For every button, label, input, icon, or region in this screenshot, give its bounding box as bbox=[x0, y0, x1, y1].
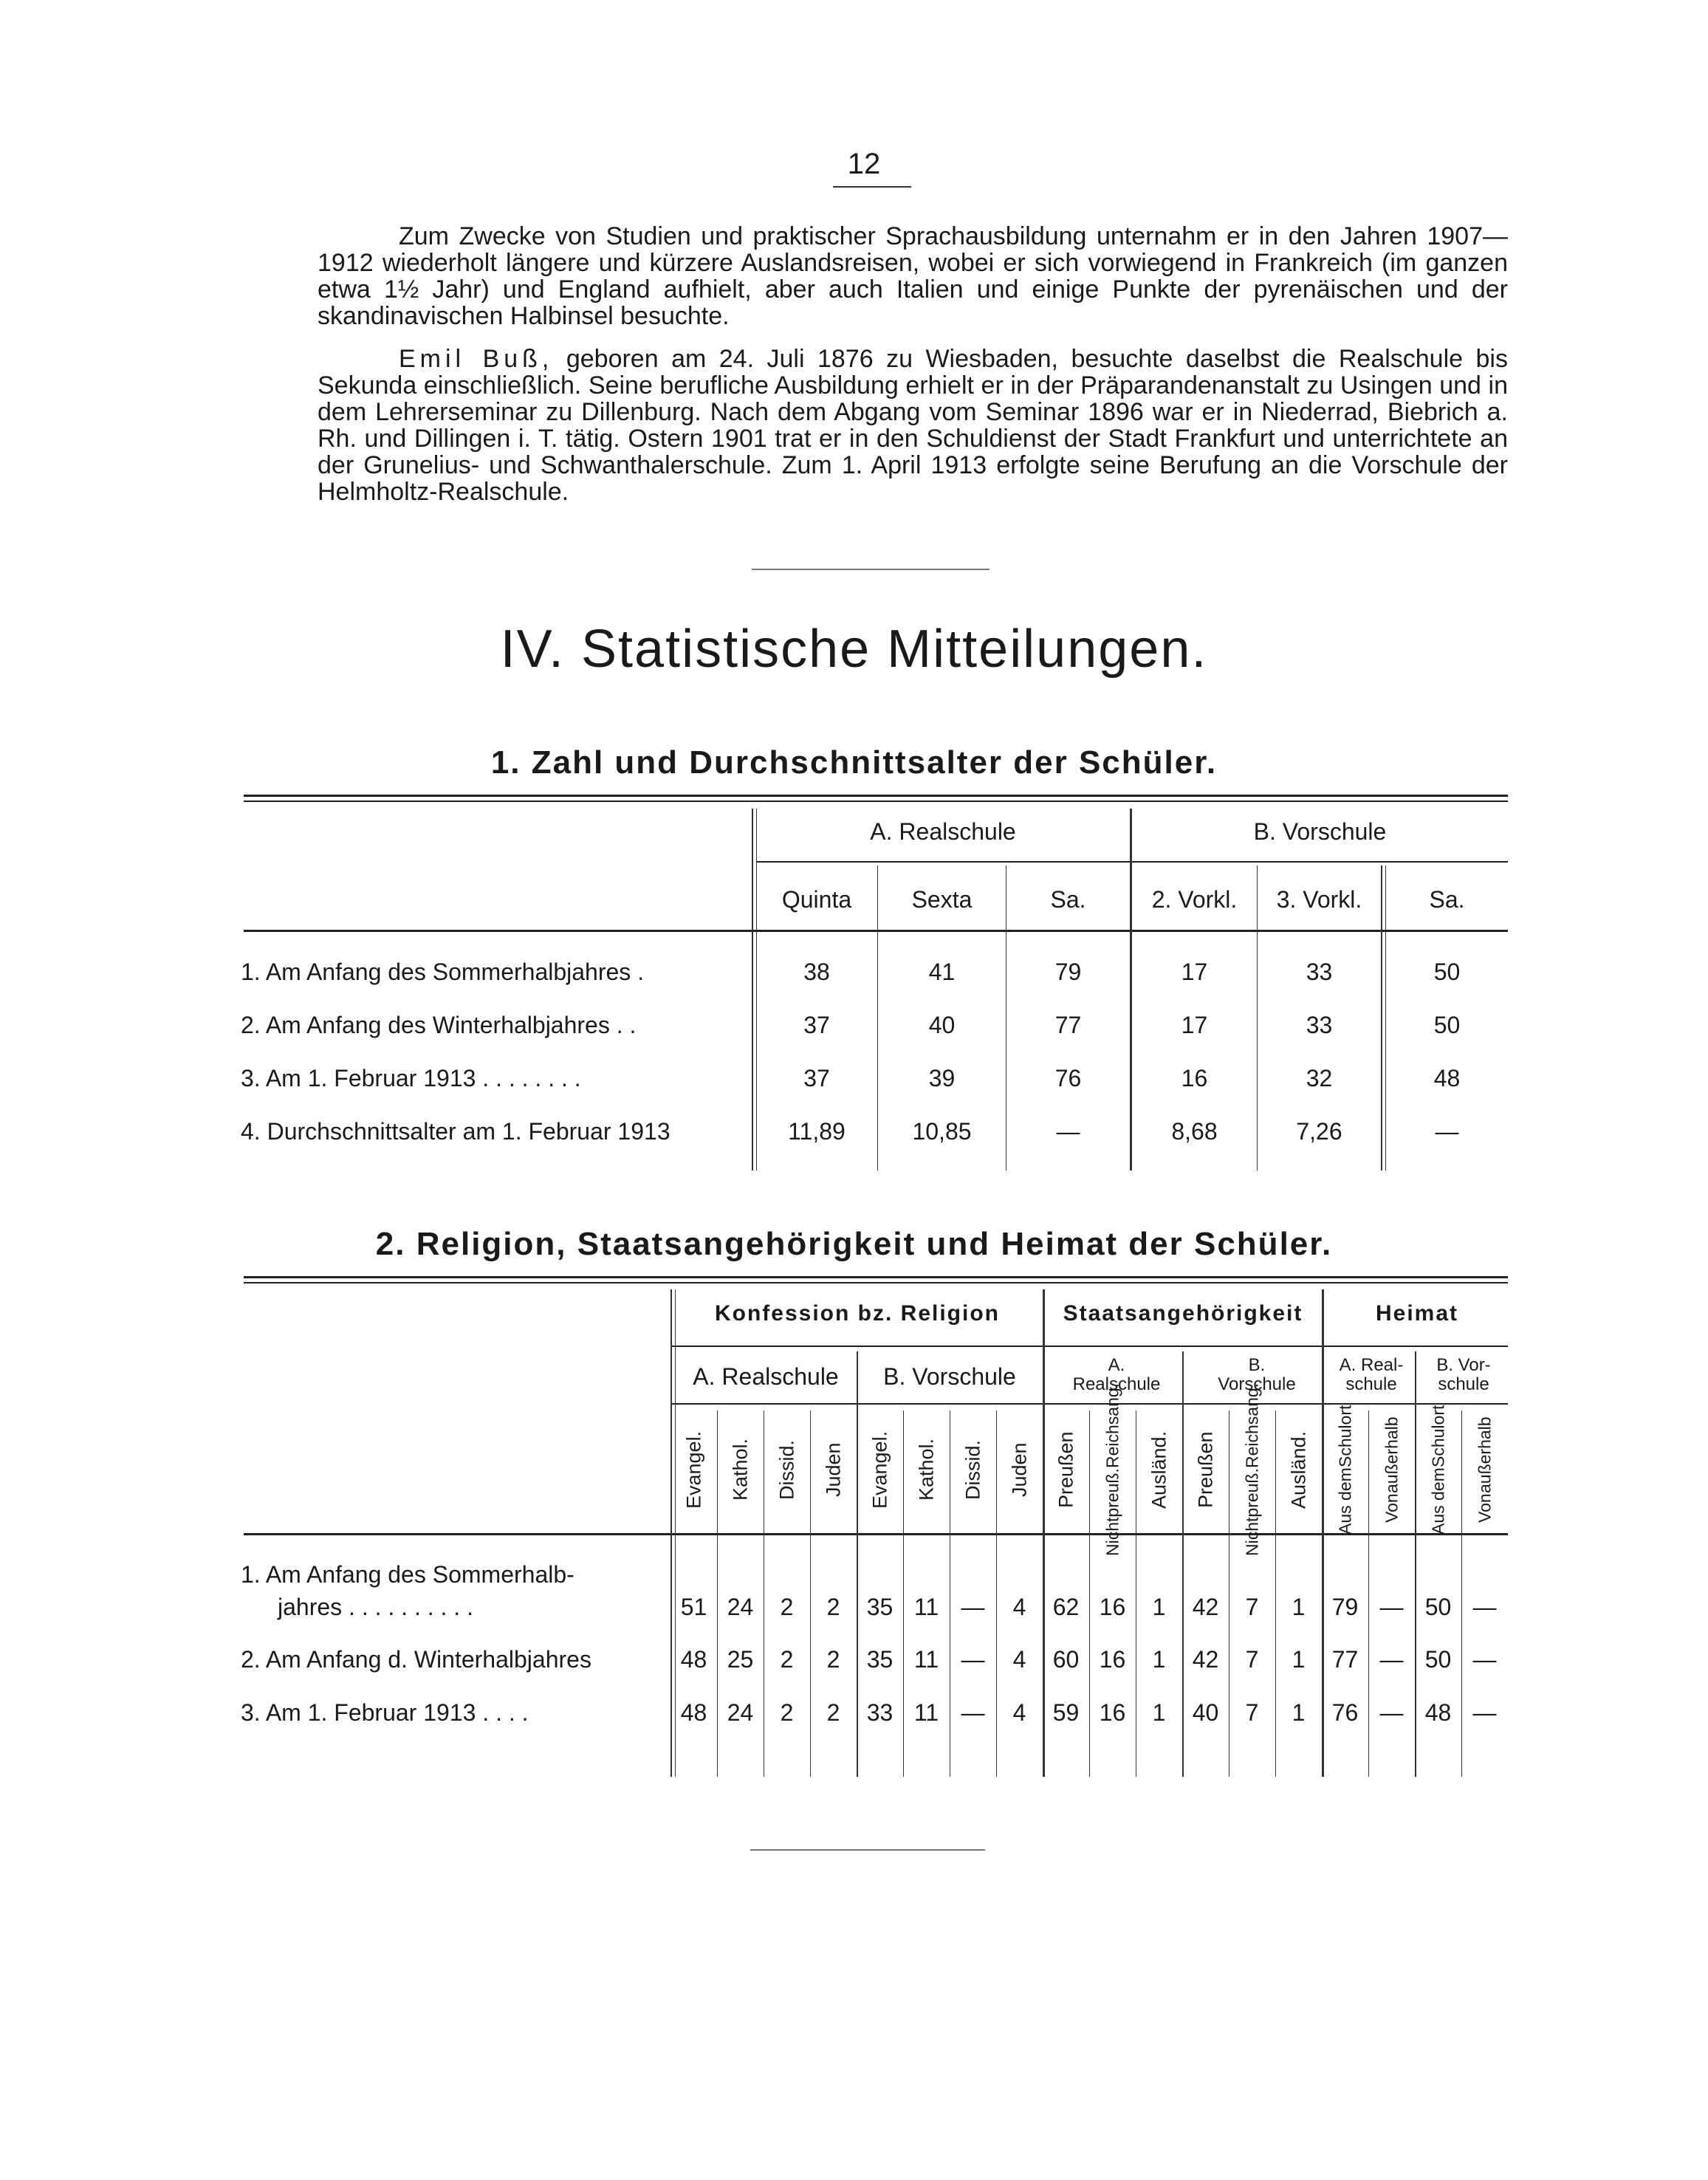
table2-col-header-line: Reichsang. bbox=[1242, 1383, 1262, 1469]
table1-row-label: 3. Am 1. Februar 1913 . . . . . . . . bbox=[241, 1065, 581, 1091]
table1-cell: 48 bbox=[1433, 1065, 1461, 1091]
table1-cell: 40 bbox=[928, 1012, 956, 1038]
table2-cell: 1 bbox=[1292, 1594, 1306, 1620]
table1-group-vorschule: B. Vorschule bbox=[1253, 818, 1387, 845]
table2-group-konfession: Konfession bz. Religion bbox=[714, 1301, 1000, 1326]
table2-group-heimat: Heimat bbox=[1375, 1301, 1459, 1326]
table2-cell: 1 bbox=[1292, 1699, 1306, 1726]
table2-col-header-line: Juden bbox=[822, 1442, 845, 1497]
table2-cell: 16 bbox=[1099, 1646, 1126, 1673]
table2-col-header bbox=[1275, 1411, 1322, 1529]
table2-cell: 35 bbox=[866, 1646, 894, 1673]
table2-heimat-realschule-line2: schule bbox=[1345, 1374, 1397, 1394]
table2-cell: — bbox=[961, 1699, 985, 1726]
table2-cell: 2 bbox=[826, 1594, 840, 1620]
table2-col-header-line: Von bbox=[1475, 1492, 1495, 1523]
table2-cell: 42 bbox=[1192, 1594, 1219, 1620]
table2-cell: 79 bbox=[1331, 1594, 1359, 1620]
table2-cell: 62 bbox=[1052, 1594, 1080, 1620]
page-number: 12 bbox=[847, 148, 881, 180]
table2-cell: 7 bbox=[1245, 1594, 1259, 1620]
table2-col-header-line: Ausländ. bbox=[1287, 1430, 1310, 1509]
table2-cell: 2 bbox=[826, 1699, 840, 1726]
table1-group-realschule: A. Realschule bbox=[870, 818, 1016, 845]
table2-cell: 11 bbox=[913, 1594, 939, 1620]
table1-cell: 79 bbox=[1054, 959, 1082, 985]
table2-row-label: 1. Am Anfang des Sommerhalb- bbox=[241, 1561, 575, 1588]
table2-cell: 16 bbox=[1099, 1699, 1126, 1726]
table2-col-header-line: Preußen bbox=[1054, 1431, 1077, 1508]
table2-cell: 51 bbox=[680, 1594, 707, 1620]
table2-row-label: 3. Am 1. Februar 1913 . . . . bbox=[241, 1699, 529, 1726]
table2-col-header bbox=[1182, 1411, 1229, 1529]
table2-col-header bbox=[996, 1411, 1043, 1529]
table2-konf-realschule: A. Realschule bbox=[693, 1363, 839, 1390]
section-title: IV. Statistische Mitteilungen. bbox=[500, 620, 1208, 679]
table2-col-header-line: Von bbox=[1382, 1492, 1402, 1523]
table1-col-sa-b: Sa. bbox=[1429, 886, 1465, 913]
table2-col-header bbox=[1322, 1405, 1368, 1535]
table2-col-header bbox=[1136, 1411, 1182, 1529]
table2-col-header-line: Kathol. bbox=[729, 1438, 752, 1501]
table2-cell: 1 bbox=[1152, 1699, 1166, 1726]
table1-cell: 33 bbox=[1306, 1012, 1333, 1038]
table2-col-header-line: außerhalb bbox=[1382, 1416, 1402, 1493]
table2-col-header-line: Nichtpreuß. bbox=[1102, 1468, 1122, 1556]
table2-heimat-vorschule-line1: B. Vor- bbox=[1436, 1355, 1491, 1375]
table1-cell: — bbox=[1056, 1118, 1080, 1145]
table2-cell: 2 bbox=[780, 1594, 794, 1620]
table2-group-staatsangehoerigkeit: Staatsangehörigkeit bbox=[1063, 1301, 1303, 1326]
table1-cell: 11,89 bbox=[788, 1118, 846, 1145]
table1-cell: 32 bbox=[1306, 1065, 1333, 1091]
table2-col-header bbox=[717, 1411, 764, 1529]
paragraph-emil-buss-text: geboren am 24. Juli 1876 zu Wiesbaden, besuchte daselbst die Realschule bis Sekunda einschließlich. Seine berufliche Ausbildung erhielt er in der Präparandenanstalt zu Usingen und in dem Lehrerseminar zu Dillenburg. Nach dem Abgang vom Seminar 1896 war er in Niederrad, Biebrich a. Rh. und Dillingen i. T. tätig. Ostern 1901 trat er in den Schuldienst der Stadt Frankfurt und unterrichtete an der Grunelius- und Schwanthalerschule. Zum 1. April 1913 erfolgte seine Berufung an die Vorschule der Helmholtz-Realschule. bbox=[318, 345, 1508, 506]
table1-cell: 33 bbox=[1306, 959, 1333, 985]
table2-cell: 35 bbox=[866, 1594, 894, 1620]
table2-col-header bbox=[1229, 1383, 1275, 1556]
table2-row-label-cont: jahres . . . . . . . . . . bbox=[278, 1594, 473, 1620]
table2-cell: 48 bbox=[1424, 1699, 1452, 1726]
table2-cell: 48 bbox=[680, 1646, 707, 1673]
table2-col-header bbox=[857, 1411, 903, 1529]
table2-cell: 11 bbox=[913, 1699, 939, 1726]
table2-col-header-line: Aus dem bbox=[1428, 1467, 1448, 1535]
table2-cell: 11 bbox=[913, 1646, 939, 1673]
table2-cell: — bbox=[1379, 1646, 1404, 1673]
table2-cell: 4 bbox=[1012, 1699, 1026, 1726]
table1-cell: 17 bbox=[1181, 959, 1208, 985]
table2-cell: 16 bbox=[1099, 1594, 1126, 1620]
table2-col-header bbox=[670, 1411, 717, 1529]
paragraph-studies: Zum Zwecke von Studien und praktischer Sprachausbildung unternahm er in den Jahren 1907—1912 wiederholt längere und kürzere Auslandsreisen, wobei er sich vorwiegend in Frankreich (im ganzen etwa 1½ Jahr) und England aufhielt, aber auch Italien und einige Punkte der pyrenäischen und der skandinavischen Halbinsel besuchte. bbox=[318, 222, 1508, 330]
table2-col-header-line: Juden bbox=[1008, 1442, 1031, 1497]
table2-cell: 25 bbox=[727, 1646, 754, 1673]
table1-title: 1. Zahl und Durchschnittsalter der Schüler. bbox=[490, 744, 1218, 781]
table1-cell: 17 bbox=[1181, 1012, 1208, 1038]
table2-cell: 1 bbox=[1292, 1646, 1306, 1673]
table2-heimat-realschule-line1: A. Real- bbox=[1339, 1355, 1404, 1375]
table2-col-header-line: Schulort bbox=[1335, 1405, 1355, 1467]
table2-staat-vorschule-line1: B. bbox=[1248, 1355, 1266, 1375]
table1-cell: 50 bbox=[1433, 1012, 1461, 1038]
table2-cell: 33 bbox=[866, 1699, 894, 1726]
table1-col-3-vorkl: 3. Vorkl. bbox=[1276, 886, 1362, 913]
table2-group-rule bbox=[670, 1346, 1508, 1347]
table1-row-label: 1. Am Anfang des Sommerhalbjahres . bbox=[241, 959, 645, 985]
table2-cell: 4 bbox=[1012, 1594, 1026, 1620]
table1-cell: 50 bbox=[1433, 959, 1461, 985]
table2-cell: 4 bbox=[1012, 1646, 1026, 1673]
table2-col-header bbox=[764, 1411, 810, 1529]
table2-staat-realschule-line2: Realschule bbox=[1072, 1374, 1161, 1394]
table1-cell: 37 bbox=[803, 1012, 830, 1038]
table2-cell: 24 bbox=[727, 1594, 754, 1620]
table2-cell: 24 bbox=[727, 1699, 754, 1726]
table1-col-2-vorkl: 2. Vorkl. bbox=[1151, 886, 1238, 913]
table1-cell: 37 bbox=[803, 1065, 830, 1091]
table1-cell: 7,26 bbox=[1296, 1118, 1342, 1145]
table1-cell: 8,68 bbox=[1171, 1118, 1218, 1145]
table2-heimat-vorschule-line2: schule bbox=[1438, 1374, 1489, 1394]
table2-cell: — bbox=[961, 1646, 985, 1673]
table2-cell: 50 bbox=[1424, 1594, 1452, 1620]
table2-col-header-line: Aus dem bbox=[1335, 1467, 1355, 1535]
table2-cell: — bbox=[1379, 1594, 1404, 1620]
table2-cell: — bbox=[1472, 1594, 1497, 1620]
table1-col-quinta: Quinta bbox=[781, 886, 852, 913]
table2-col-header-line: Schulort bbox=[1428, 1405, 1448, 1467]
table2-row-label: 2. Am Anfang d. Winterhalbjahres bbox=[241, 1646, 591, 1673]
table2-cell: — bbox=[961, 1594, 985, 1620]
table2-heimat-realschule bbox=[1326, 1356, 1416, 1394]
table2-staat-realschule-line1: A. bbox=[1108, 1355, 1125, 1375]
table2-staat-vorschule-line2: Vorschule bbox=[1218, 1374, 1296, 1394]
table2-sub-rule bbox=[670, 1403, 1508, 1405]
table2-cell: 1 bbox=[1152, 1594, 1166, 1620]
table2-cell: — bbox=[1472, 1699, 1497, 1726]
table2-cell: 48 bbox=[680, 1699, 707, 1726]
table1-cell: 39 bbox=[928, 1065, 956, 1091]
table2-col-header-line: Dissid. bbox=[961, 1439, 984, 1500]
table2-col-header-line: Evangel. bbox=[682, 1430, 705, 1509]
table2-col-header-line: Reichsang. bbox=[1102, 1383, 1122, 1469]
table2-header-rule bbox=[244, 1533, 1508, 1535]
table2-top-rule-2 bbox=[244, 1282, 1508, 1283]
table2-col-header-line: Evangel. bbox=[868, 1430, 891, 1509]
table1-col-sa-a: Sa. bbox=[1050, 886, 1086, 913]
table1-cell: 38 bbox=[803, 959, 830, 985]
table2-cell: 76 bbox=[1331, 1699, 1359, 1726]
table2-cell: 2 bbox=[826, 1646, 840, 1673]
table1-cell: 41 bbox=[928, 959, 956, 985]
table2-col-header-line: Dissid. bbox=[775, 1439, 798, 1500]
table2-col-header bbox=[1415, 1405, 1461, 1535]
table2-title: 2. Religion, Staatsangehörigkeit und Heimat der Schüler. bbox=[375, 1226, 1333, 1262]
table1-cell: 77 bbox=[1054, 1012, 1082, 1038]
table2-col-header bbox=[903, 1411, 950, 1529]
separator-bottom bbox=[750, 1849, 985, 1851]
table2-cell: 40 bbox=[1192, 1699, 1219, 1726]
table1-cell: 76 bbox=[1054, 1065, 1082, 1091]
table2-top-rule-1 bbox=[244, 1276, 1508, 1278]
table1-row-label: 4. Durchschnittsalter am 1. Februar 1913 bbox=[241, 1118, 670, 1145]
table2-col-header bbox=[1461, 1411, 1508, 1529]
table2-cell: 1 bbox=[1152, 1646, 1166, 1673]
table2-col-header bbox=[810, 1411, 857, 1529]
table2-col-header bbox=[950, 1411, 996, 1529]
table2-cell: 7 bbox=[1245, 1699, 1259, 1726]
table1-row-label: 2. Am Anfang des Winterhalbjahres . . bbox=[241, 1012, 637, 1038]
person-name: Emil Buß, bbox=[399, 345, 554, 373]
table2-heimat-vorschule bbox=[1419, 1356, 1508, 1394]
table2-cell: — bbox=[1379, 1699, 1404, 1726]
table2-cell: 42 bbox=[1192, 1646, 1219, 1673]
table2-col-header-line: Nichtpreuß. bbox=[1242, 1468, 1262, 1556]
table2-cell: 7 bbox=[1245, 1646, 1259, 1673]
table2-col-header-line: Kathol. bbox=[915, 1438, 938, 1501]
table2-cell: 60 bbox=[1052, 1646, 1080, 1673]
table2-cell: 59 bbox=[1052, 1699, 1080, 1726]
table1-cell: 10,85 bbox=[912, 1118, 972, 1145]
table2-col-header bbox=[1043, 1411, 1089, 1529]
table2-konf-vorschule: B. Vorschule bbox=[883, 1363, 1016, 1390]
table2-col-header bbox=[1368, 1411, 1415, 1529]
table2-cell: 2 bbox=[780, 1699, 794, 1726]
table2-cell: 2 bbox=[780, 1646, 794, 1673]
table1-col-sexta: Sexta bbox=[911, 886, 973, 913]
table1-cell: — bbox=[1435, 1118, 1459, 1145]
table2-col-header bbox=[1089, 1383, 1136, 1556]
table2-col-header-line: Ausländ. bbox=[1148, 1430, 1170, 1509]
table1-cell: 16 bbox=[1181, 1065, 1208, 1091]
table2-col-header-line: Preußen bbox=[1194, 1431, 1217, 1508]
table2-col-header-line: außerhalb bbox=[1475, 1416, 1495, 1493]
table2-cell: — bbox=[1472, 1646, 1497, 1673]
table2-cell: 77 bbox=[1331, 1646, 1359, 1673]
table2-cell: 50 bbox=[1424, 1646, 1452, 1673]
